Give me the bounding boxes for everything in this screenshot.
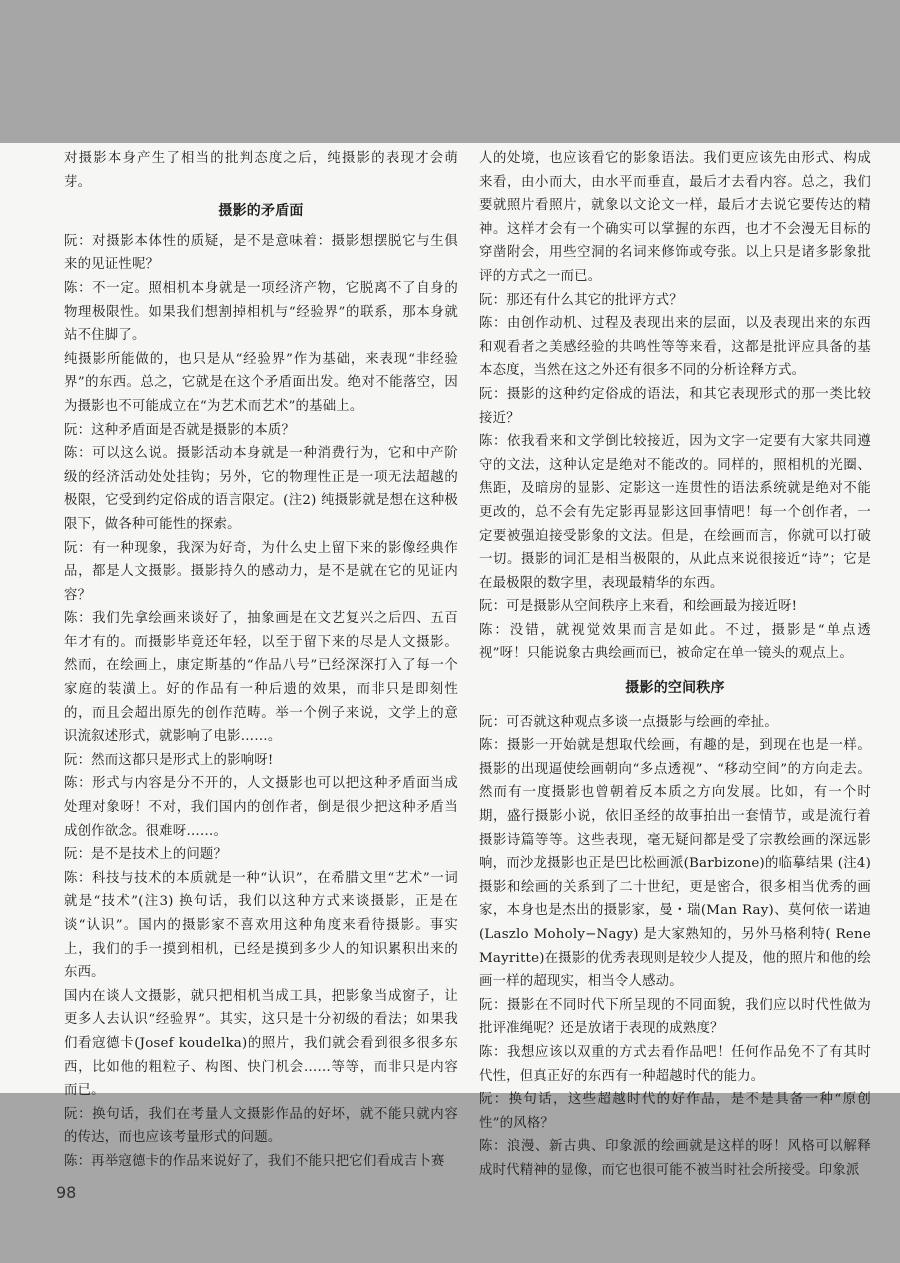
paragraph: 阮：有一种现象，我深为好奇，为什么史上留下来的影像经典作品，都是人文摄影。摄影持久的感动力，是不是就在它的见证内容？ <box>64 540 458 603</box>
paragraph: 陈：形式与内容是分不开的，人文摄影也可以把这种矛盾面当成处理对象呀！不对，我们国内的创作者，倒是很少把这种矛盾当成创作欲念。很难呀……。 <box>64 776 458 839</box>
paragraph: 陈：可以这么说。摄影活动本身就是一种消费行为，它和中产阶级的经济活动处处挂钩；另外，它的物理性正是一项无法超越的极限，它受到约定俗成的语言限定。(注2) 纯摄影就是想在这种极限下，做各种可能性的探索。 <box>64 446 458 532</box>
paragraph: 阮：然而这都只是形式上的影响呀! <box>64 752 274 768</box>
paragraph: 陈：再举寇德卡的作品来说好了，我们不能只把它们看成吉卜赛 <box>64 1153 445 1169</box>
page-number: 98 <box>56 1183 77 1202</box>
paragraph: 陈：我想应该以双重的方式去看作品吧！任何作品免不了有其时代性，但真正好的东西有一种超越时代的能力。 <box>479 1044 871 1084</box>
paragraph: 国内在谈人文摄影，就只把相机当成工具，把影象当成窗子，让更多人去认识“经验界”。其实，这只是十分初级的看法；如果我们看寇德卡(Josef koudelka)的照片，我们就会看到很多很多东西，比如他的粗粒子、构图、快门机会……等等，而非只是内容而已。 <box>64 988 458 1099</box>
paragraph: 阮：摄影的这种约定俗成的语法，和其它表现形式的那一类比较接近？ <box>479 386 871 426</box>
paragraph: 阮：换句话，我们在考量人文摄影作品的好坏，就不能只就内容的传达，而也应该考量形式的问题。 <box>64 1106 458 1146</box>
paragraph: 阮：对摄影本体性的质疑，是不是意味着：摄影想摆脱它与生俱来的见证性呢？ <box>64 233 458 273</box>
section-heading: 摄影的矛盾面 <box>218 203 304 220</box>
paragraph: 陈：浪漫、新古典、印象派的绘画就是这样的呀！风格可以解释成时代精神的显像，而它也很可能不被当时社会所接受。印象派 <box>479 1139 871 1178</box>
paragraph: 阮：可否就这种观点多谈一点摄影与绘画的牵扯。 <box>479 714 778 730</box>
paragraph: 阮：可是摄影从空间秩序上来看，和绘画最为接近呀! <box>479 599 798 615</box>
paragraph: 陈：不一定。照相机本身就是一项经济产物，它脱离不了自身的物理极限性。如果我们想割掉相机与“经验界”的联系，那本身就站不住脚了。 <box>64 280 458 344</box>
section-heading: 摄影的空间秩序 <box>625 680 725 697</box>
paragraph: 阮：这种矛盾面是否就是摄影的本质？ <box>64 422 296 438</box>
paragraph: 陈：科技与技术的本质就是一种“认识”，在希腊文里“艺术”一词就是“技术”(注3) 换句话，我们以这种方式来谈摄影，正是在谈“认识”。国内的摄影家不喜欢用这种角度来看待摄影。事实上，我们的手一摸到相机，已经是摸到多少人的知识累积出来的东西。 <box>64 870 458 981</box>
paragraph: 陈：摄影一开始就是想取代绘画，有趣的是，到现在也是一样。摄影的出现逼使绘画朝向“多点透视”、“移动空间”的方向走去。然而有一度摄影也曾朝着反本质之方向发展。比如，有一个时期，盛行摄影小说，依旧圣经的故事拍出一套情节，或是流行着摄影诗篇等等。这些表现，毫无疑问都是受了宗教绘画的深远影响，而沙龙摄影也正是巴比松画派(Barbizone)的临摹结果 (注4) 摄影和绘画的关系到了二十世纪，更是密合，很多相当优秀的画家，本身也是杰出的摄影家，曼・瑞(Man Ray)、莫何依一诺迪(Laszlo Moholy−Nagy) 是大家熟知的，另外马格利特( Rene Mayritte)在摄影的优秀表现则是较少人提及，他的照片和他的绘画一样的超现实，相当令人感动。 <box>479 738 871 990</box>
paragraph: 阮：那还有什么其它的批评方式？ <box>479 292 683 308</box>
paragraph: 阮：摄影在不同时代下所呈现的不同面貌，我们应以时代性做为批评准绳呢？还是放诸于表现的成熟度？ <box>479 997 871 1037</box>
paragraph: 对摄影本身产生了相当的批判态度之后，纯摄影的表现才会萌芽。 <box>64 151 458 190</box>
paragraph: 阮：是不是技术上的问题？ <box>64 847 228 863</box>
paragraph: 陈：依我看来和文学倒比较接近，因为文字一定要有大家共同遵守的文法，这种认定是绝对不能改的。同样的，照相机的光圈、焦距，及暗房的显影、定影这一连贯性的语法系统就是绝对不能更改的，总不会有先定影再显影这回事情吧！每一个创作者，一定要被强迫接受影象的文法。但是，在绘画而言，你就可以打破一切。摄影的词汇是相当极限的，从此点来说很接近“诗”；它是在最极限的数字里，表现最精华的东西。 <box>479 434 871 591</box>
paragraph: 陈：我们先拿绘画来谈好了，抽象画是在文艺复兴之后四、五百年才有的。而摄影毕竟还年轻，以至于留下来的尽是人文摄影。然而，在绘画上，康定斯基的“作品八号”已经深深打入了每一个家庭的装潢上。好的作品有一种后遗的效果，而非只是即刻性的，而且会超出原先的创作范畴。举一个例子来说，文学上的意识流叙述形式，就影响了电影……。 <box>64 611 458 745</box>
paragraph: 陈：由创作动机、过程及表现出来的层面，以及表现出来的东西和观看者之美感经验的共鸣性等等来看，这都是批评应具备的基本态度，当然在这之外还有很多不同的分析诠释方式。 <box>479 316 871 379</box>
top-margin-band <box>0 0 900 143</box>
paragraph: 阮：换句话，这些超越时代的好作品，是不是具备一种“原创性”的风格？ <box>479 1092 871 1131</box>
paragraph: 陈：没错，就视觉效果而言是如此。不过，摄影是“单点透视”呀！只能说象古典绘画而已，被命定在单一镜头的观点上。 <box>479 622 871 662</box>
paragraph: 纯摄影所能做的，也只是从“经验界”作为基础，来表现“非经验界”的东西。总之，它就是在这个矛盾面出发。绝对不能落空，因为摄影也不可能成立在“为艺术而艺术”的基础上。 <box>64 351 458 414</box>
left-text-column <box>64 147 458 1174</box>
paragraph: 人的处境，也应该看它的影象语法。我们更应该先由形式、构成来看，由小而大，由水平而垂直，最后才去看内容。总之，我们要就照片看照片，就象以文论文一样，最后才去说它要传达的精神。这样才会有一个确实可以掌握的东西，也才不会漫无目标的穿凿附会，用些空洞的名词来修饰或夸张。以上只是诸多影象批评的方式之一而已。 <box>479 151 871 284</box>
right-text-column <box>479 147 871 1183</box>
